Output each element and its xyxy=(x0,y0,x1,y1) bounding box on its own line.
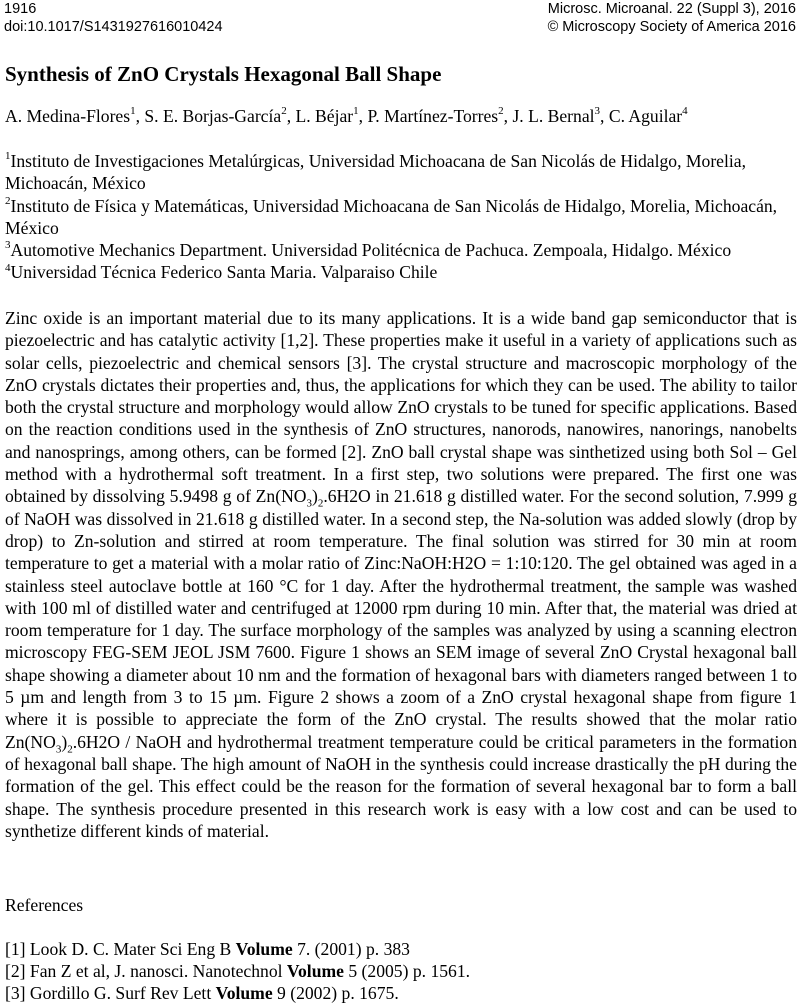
affiliation: $^3$Automotive Mechanics Department. Universidad Politécnica de Pachuca. Zempoala, Hidalgo. México xyxy=(5,239,732,261)
affiliation: $^2$Instituto de Física y Matemáticas, Universidad Michoacana de San Nicolás de Hidalgo, Morelia, Michoacán, México xyxy=(5,194,778,238)
paper-title: Synthesis of ZnO Crystals Hexagonal Ball Shape xyxy=(5,62,442,86)
author-list xyxy=(5,105,688,127)
copyright: © Microscopy Society of America 2016 xyxy=(547,19,796,35)
affiliation-list xyxy=(5,150,797,284)
author: C. Aguilar$^4$ xyxy=(608,105,688,126)
reference-list xyxy=(5,938,470,1004)
journal-citation: Microsc. Microanal. 22 (Suppl 3), 2016 xyxy=(547,1,796,17)
author: L. Béjar$^1$, xyxy=(295,105,368,126)
affiliation: $^1$Instituto de Investigaciones Metalúrgicas, Universidad Michoacana de San Nicolás de Hidalgo, Morelia, Michoacán, México xyxy=(5,150,746,194)
author: S. E. Borjas-García$^2$, xyxy=(144,105,296,126)
header-left xyxy=(4,0,223,36)
references-heading: References xyxy=(5,895,84,915)
reference-item: [1] Look D. C. Mater Sci Eng B Volume 7. (2001) p. 383 xyxy=(5,939,410,959)
doi: doi:10.1017/S1431927616010424 xyxy=(4,19,223,35)
author: A. Medina-Flores$^1$, xyxy=(5,105,145,126)
abstract-paragraph: Zinc oxide is an important material due to its many applications. It is a wide band gap semiconductor that is piezoelectric and has catalytic activity [1,2]. These properties make it useful in a variety of applications such as solar cells, piezoelectric and chemical sensors [3]. The crystal structure and macroscopic morphology of the ZnO crystals dictates their properties and, thus, the applications for which they can be used. The ability to tailor both the crystal structure and morphology would allow ZnO crystals to be tuned for specific applications. Based on the reaction conditions used in the synthesis of ZnO structures, nanorods, nanowires, nanorings, nanobelts and nanosprings, among others, can be formed [2]. ZnO ball crystal shape was sinthetized using both Sol – Gel method with a hydrothermal soft treatment. In a first step, two solutions were prepared. The first one was obtained by dissolving 5.9498 g of $Zn(NO_3)_2.6H2O$ in 21.618 g distilled water. For the second solution, 7.999 g of NaOH was dissolved in 21.618 g distilled water. In a second step, the Na-solution was added slowly (drop by drop) to Zn-solution and stirred at room temperature. The final solution was stirred for 30 min at room temperature to get a material with a molar ratio of Zinc:NaOH:H2O = 1:10:120. The gel obtained was aged in a stainless steel autoclave bottle at 160 °C for 1 day. After the hydrothermal treatment, the sample was washed with 100 ml of distilled water and centrifuged at 12000 rpm during 10 min. After that, the material was dried at room temperature for 1 day. The surface morphology of the samples was analyzed by using a scanning electron microscopy FEG-SEM JEOL JSM 7600. Figure 1 shows an SEM image of several ZnO Crystal hexagonal ball shape showing a diameter about 10 nm and the formation of hexagonal bars with diameters ranged between 1 to 5 µm and length from 3 to 15 µm. Figure 2 shows a zoom of a ZnO crystal hexagonal shape from figure 1 where it is possible to appreciate the form of the ZnO crystal. The results showed that the molar ratio $Zn(NO_3)_2.6H2O$ / NaOH and hydrothermal treatment temperature could be critical parameters in the formation of hexagonal ball shape. The high amount of NaOH in the synthesis could increase drastically the pH during the formation of the gel. This effect could be the reason for the formation of several hexagonal bar to form a ball shape. The synthesis procedure presented in this research work is easy with a low cost and can be used to synthetize different kinds of material. xyxy=(5,308,798,841)
reference-item: [2] Fan Z et al, J. nanosci. Nanotechnol Volume 5 (2005) p. 1561. xyxy=(5,961,471,981)
author: P. Martínez-Torres$^2$, xyxy=(367,105,513,126)
page-number: 1916 xyxy=(4,1,37,17)
reference-item: [3] Gordillo G. Surf Rev Lett Volume 9 (2002) p. 1675. xyxy=(5,983,399,1003)
author: J. L. Bernal$^3$, xyxy=(512,105,609,126)
affiliation: $^4$Universidad Técnica Federico Santa Maria. Valparaiso Chile xyxy=(5,261,438,283)
header-right xyxy=(548,0,796,36)
